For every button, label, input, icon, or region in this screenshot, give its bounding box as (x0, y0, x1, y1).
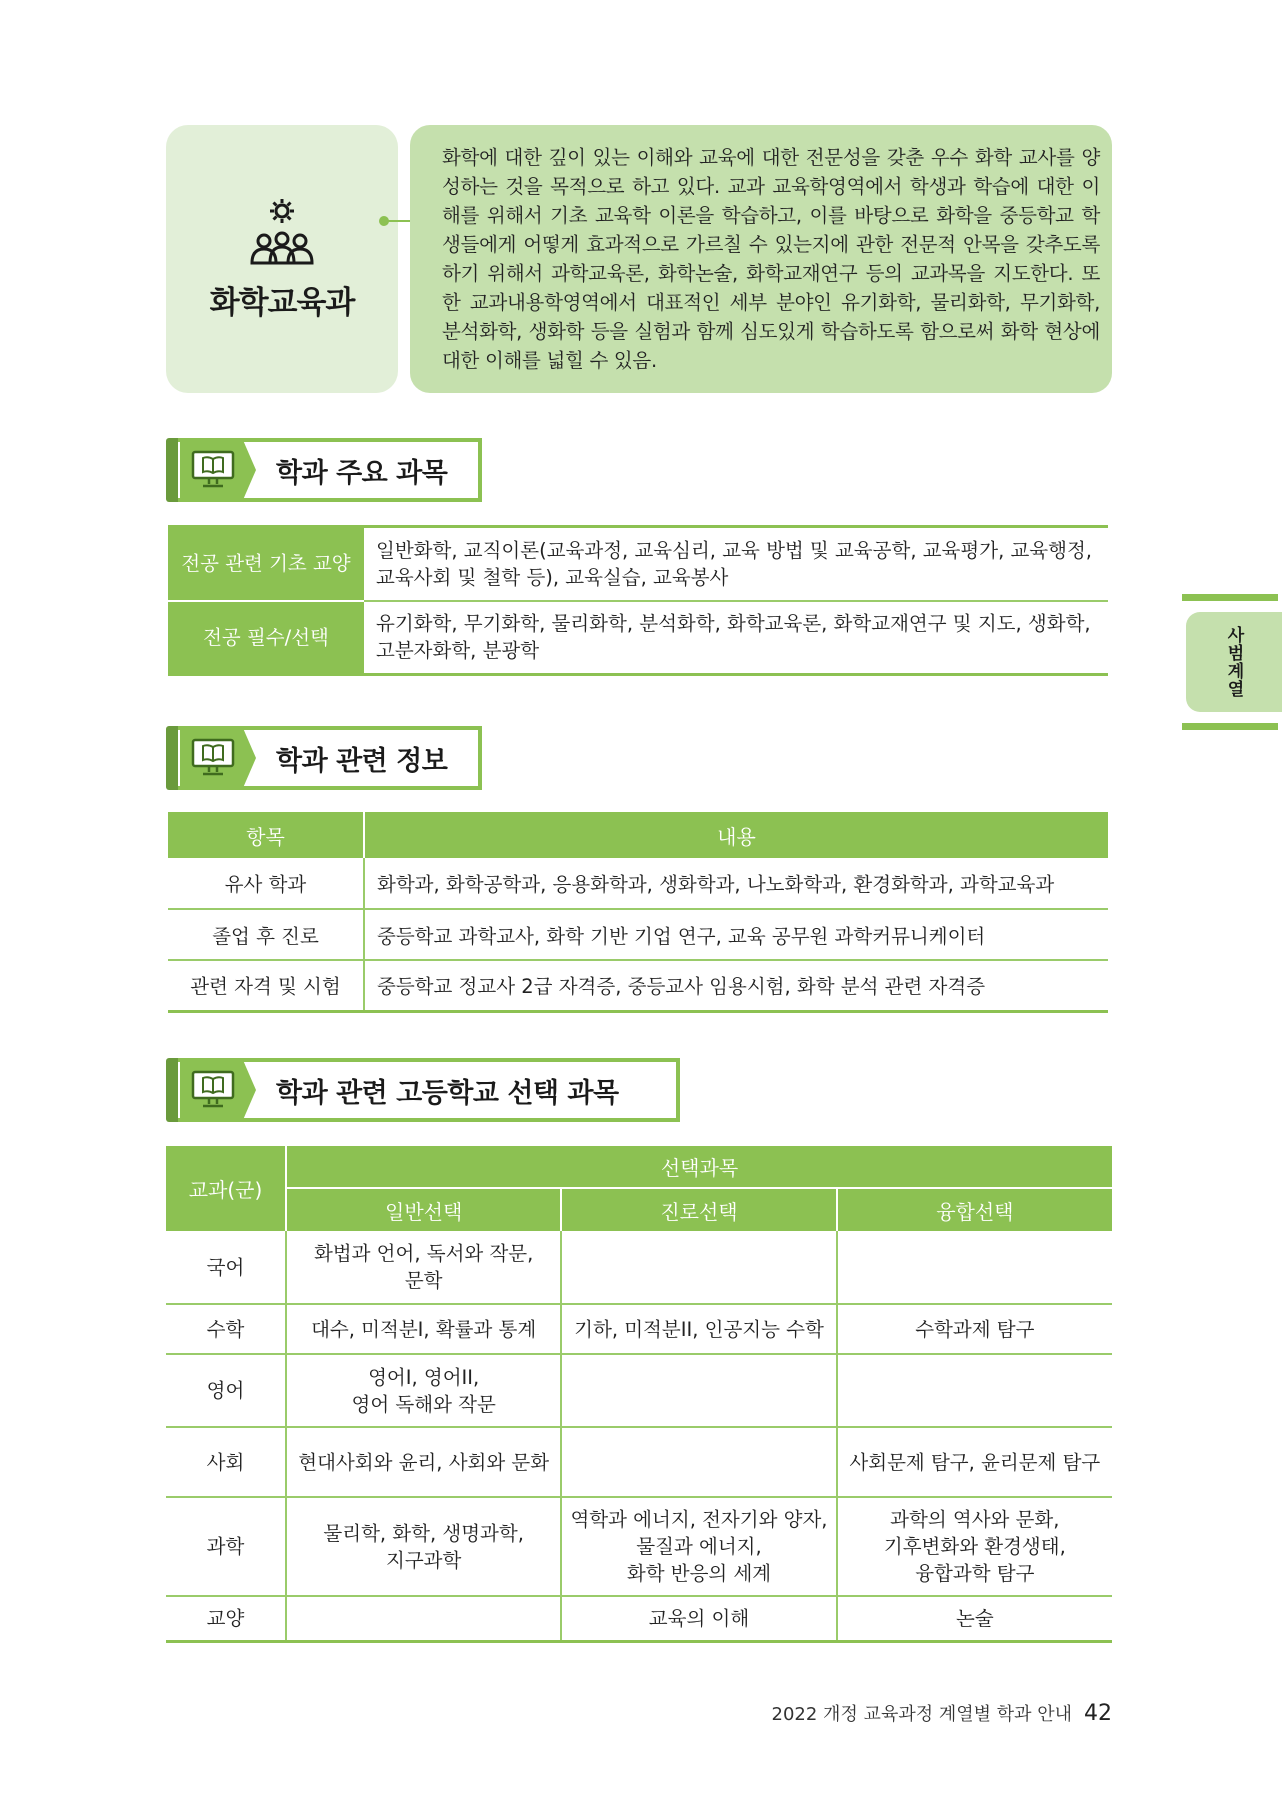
cell-general: 현대사회와 윤리, 사회와 문화 (286, 1427, 561, 1497)
table-row (166, 1596, 1112, 1641)
table-row (166, 1427, 1112, 1497)
cell-fusion (837, 1354, 1112, 1427)
section-title: 학과 관련 고등학교 선택 과목 (276, 1078, 619, 1109)
section-header-major-courses (166, 438, 482, 502)
page-number: 42 (1084, 1701, 1112, 1726)
table-row (168, 909, 1108, 960)
monitor-book-icon (191, 450, 235, 490)
footer-text: 2022 개정 교육과정 계열별 학과 안내 (771, 1704, 1072, 1725)
cell-subject: 교양 (166, 1596, 286, 1641)
row-label: 전공 관련 기초 교양 (168, 527, 364, 601)
cell-fusion: 수학과제 탐구 (837, 1304, 1112, 1354)
cell-career (561, 1231, 836, 1304)
cell-general: 화법과 언어, 독서와 작문, 문학 (286, 1231, 561, 1304)
cell-fusion: 과학의 역사와 문화, 기후변화와 환경생태, 융합과학 탐구 (837, 1497, 1112, 1596)
section-title: 학과 관련 정보 (276, 746, 448, 777)
cell-general: 물리학, 화학, 생명과학, 지구과학 (286, 1497, 561, 1596)
department-card (166, 125, 398, 393)
subheader-fusion: 융합선택 (837, 1188, 1112, 1231)
row-content: 일반화학, 교직이론(교육과정, 교육심리, 교육 방법 및 교육공학, 교육평가, 교육행정, 교육사회 및 철학 등), 교육실습, 교육봉사 (364, 527, 1108, 601)
cell-career (561, 1354, 836, 1427)
header-item: 항목 (168, 812, 364, 858)
cell-fusion: 사회문제 탐구, 윤리문제 탐구 (837, 1427, 1112, 1497)
table-row (168, 858, 1108, 909)
header-subject: 교과(군) (166, 1146, 286, 1231)
monitor-book-icon (191, 738, 235, 778)
cell-subject: 국어 (166, 1231, 286, 1304)
subheader-career: 진로선택 (561, 1188, 836, 1231)
header-selection: 선택과목 (286, 1146, 1112, 1188)
cell-subject: 과학 (166, 1497, 286, 1596)
row-item: 유사 학과 (168, 858, 364, 909)
table-row (166, 1354, 1112, 1427)
row-item: 졸업 후 진로 (168, 909, 364, 960)
section-header-related-info (166, 726, 482, 790)
table-row (168, 960, 1108, 1011)
department-description: 화학에 대한 깊이 있는 이해와 교육에 대한 전문성을 갖춘 우수 화학 교사를 양성하는 것을 목적으로 하고 있다. 교과 교육학영역에서 학생과 학습에 대한 이해를 위해서 기초 교육학 이론을 학습하고, 이를 바탕으로 화학을 중등학교 학생들에게 어떻게 효과적으로 가르칠 수 있는지에 관한 전문적 안목을 갖추도록 하기 위해서 과학교육론, 화학논술, 화학교재연구 등의 교과목을 지도한다. 또한 교과내용학영역에서 대표적인 세부 분야인 유기화학, 물리화학, 무기화학, 분석화학, 생화학 등을 실험과 함께 심도있게 학습하도록 함으로써 화학 현상에 대한 이해를 넓힐 수 있음. (442, 146, 1100, 372)
related-info-table (168, 812, 1108, 1013)
monitor-book-icon (191, 1070, 235, 1110)
cell-career: 역학과 에너지, 전자기와 양자, 물질과 에너지, 화학 반응의 세계 (561, 1497, 836, 1596)
row-label: 전공 필수/선택 (168, 601, 364, 675)
department-name: 화학교육과 (209, 284, 355, 321)
cell-career: 기하, 미적분II, 인공지능 수학 (561, 1304, 836, 1354)
cell-subject: 수학 (166, 1304, 286, 1354)
cell-fusion (837, 1231, 1112, 1304)
table-row (168, 527, 1108, 601)
table-subheader-row (166, 1188, 1112, 1231)
row-content: 유기화학, 무기화학, 물리화학, 분석화학, 화학교육론, 화학교재연구 및 지도, 생화학, 고분자화학, 분광학 (364, 601, 1108, 675)
table-row (166, 1304, 1112, 1354)
section-title: 학과 주요 과목 (276, 458, 448, 489)
row-content: 중등학교 과학교사, 화학 기반 기업 연구, 교육 공무원 과학커뮤니케이터 (364, 909, 1108, 960)
row-content: 화학과, 화학공학과, 응용화학과, 생화학과, 나노화학과, 환경화학과, 과학교육과 (364, 858, 1108, 909)
cell-general: 영어I, 영어II, 영어 독해와 작문 (286, 1354, 561, 1427)
cell-general: 대수, 미적분I, 확률과 통계 (286, 1304, 561, 1354)
major-courses-table (168, 525, 1108, 676)
table-row (166, 1231, 1112, 1304)
row-item: 관련 자격 및 시험 (168, 960, 364, 1011)
table-row (166, 1497, 1112, 1596)
header-content: 내용 (364, 812, 1108, 858)
cell-general (286, 1596, 561, 1641)
cell-career: 교육의 이해 (561, 1596, 836, 1641)
table-header-row (166, 1146, 1112, 1188)
hs-courses-table (166, 1146, 1112, 1643)
cell-subject: 영어 (166, 1354, 286, 1427)
row-content: 중등학교 정교사 2급 자격증, 중등교사 임용시험, 화학 분석 관련 자격증 (364, 960, 1108, 1011)
department-description-box (410, 125, 1112, 393)
page-footer (772, 1700, 1112, 1726)
subheader-general: 일반선택 (286, 1188, 561, 1231)
cell-subject: 사회 (166, 1427, 286, 1497)
table-row (168, 601, 1108, 675)
cell-career (561, 1427, 836, 1497)
cell-fusion: 논술 (837, 1596, 1112, 1641)
table-header-row (168, 812, 1108, 858)
section-header-hs-courses (166, 1058, 680, 1122)
side-category-tab (1182, 594, 1282, 730)
people-gear-icon (250, 197, 314, 267)
side-tab-label: 사범계열 (1223, 626, 1244, 698)
